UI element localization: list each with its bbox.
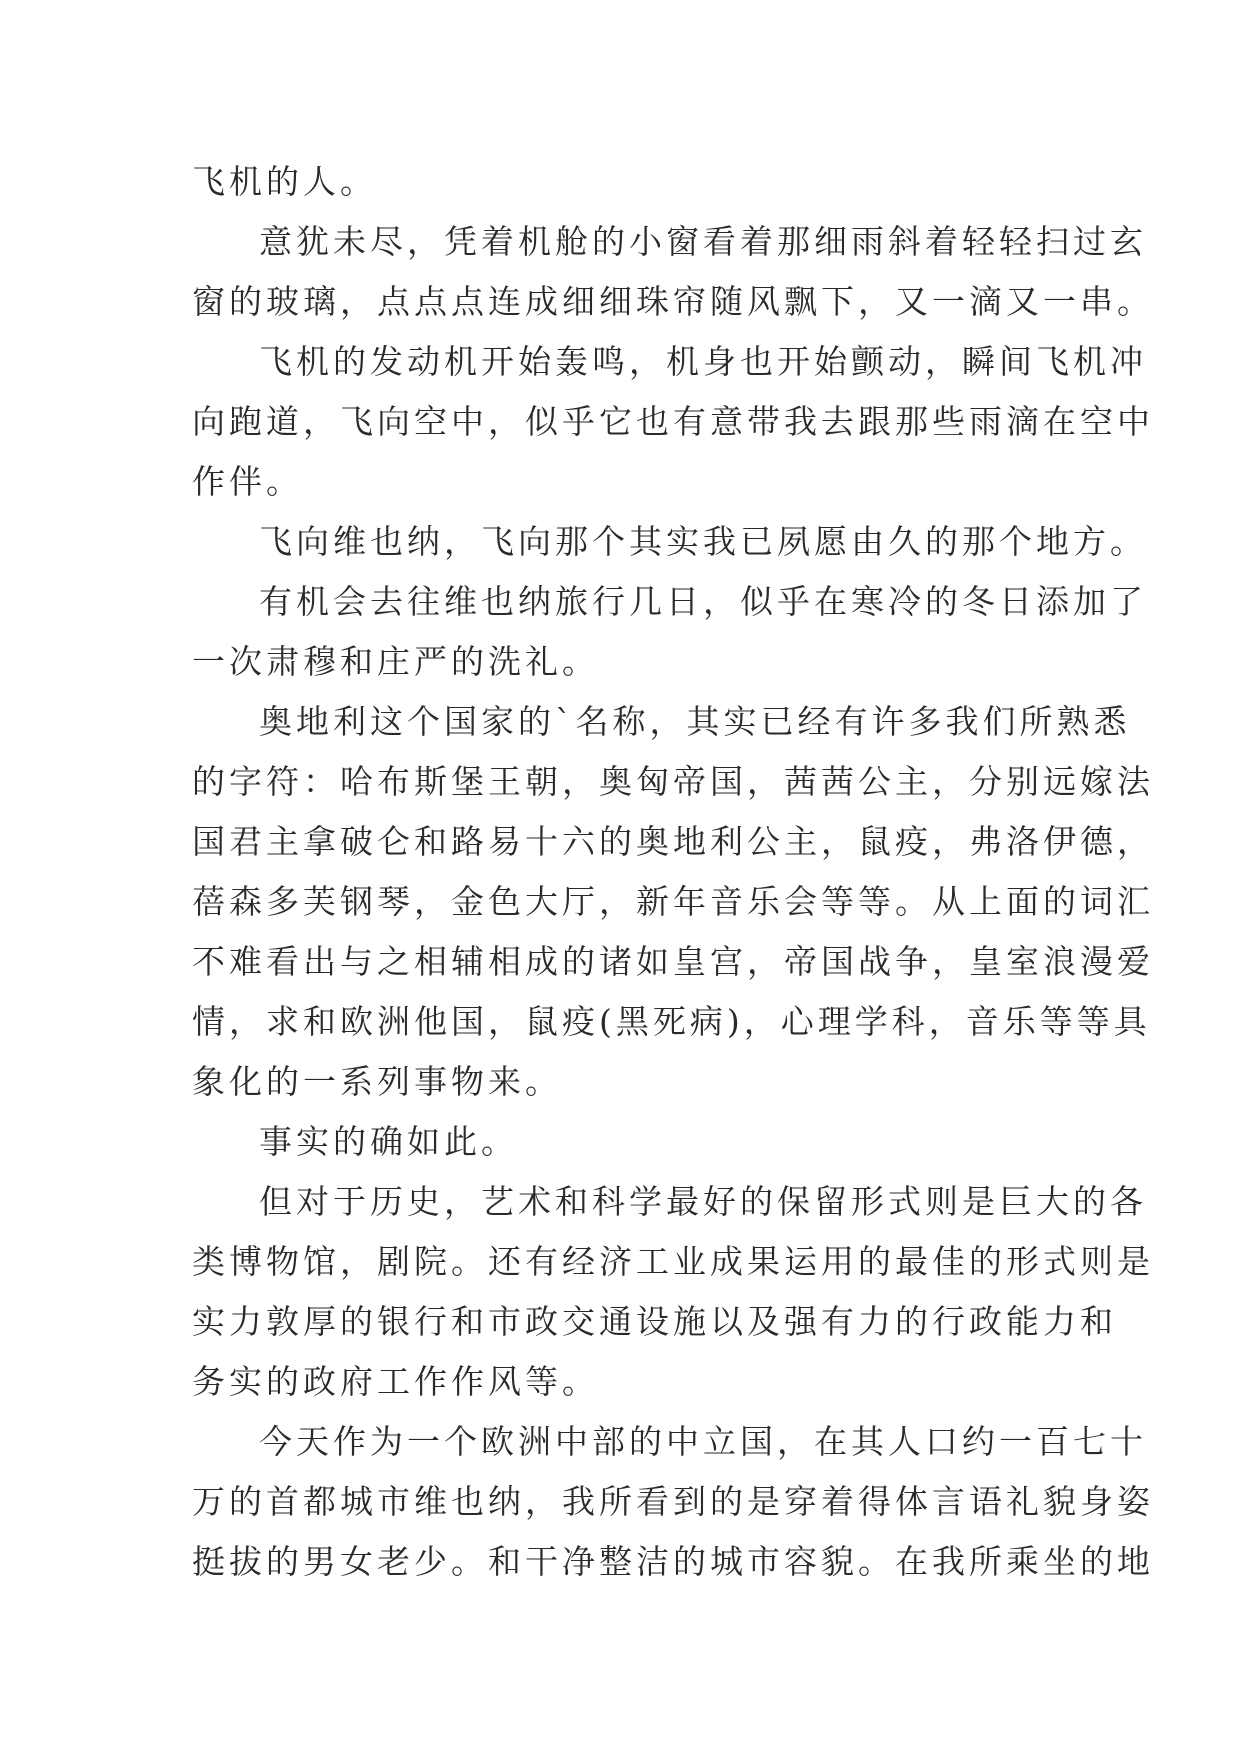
text-line: 但对于历史，艺术和科学最好的保留形式则是巨大的各 bbox=[259, 1182, 1147, 1221]
text-line: 的字符：哈布斯堡王朝，奥匈帝国，茜茜公主，分别远嫁法 bbox=[192, 762, 1154, 801]
text-line: 不难看出与之相辅相成的诸如皇宫，帝国战争，皇室浪漫爱 bbox=[192, 942, 1154, 981]
text-line: 情，求和欧洲他国，鼠疫(黑死病)，心理学科，音乐等等具 bbox=[192, 1002, 1151, 1041]
text-line: 飞机的发动机开始轰鸣，机身也开始颤动，瞬间飞机冲 bbox=[259, 342, 1147, 381]
text-line: 飞机的人。 bbox=[192, 162, 377, 201]
text-line: 有机会去往维也纳旅行几日，似乎在寒冷的冬日添加了 bbox=[259, 582, 1147, 621]
text-line: 象化的一系列事物来。 bbox=[192, 1062, 562, 1101]
text-line: 务实的政府工作作风等。 bbox=[192, 1362, 599, 1401]
text-line: 国君主拿破仑和路易十六的奥地利公主，鼠疫，弗洛伊德， bbox=[192, 822, 1154, 861]
text-line: 奥地利这个国家的`名称，其实已经有许多我们所熟悉 bbox=[259, 702, 1131, 741]
text-line: 挺拔的男女老少。和干净整洁的城市容貌。在我所乘坐的地 bbox=[192, 1542, 1154, 1581]
text-line: 实力敦厚的银行和市政交通设施以及强有力的行政能力和 bbox=[192, 1302, 1117, 1341]
text-line: 事实的确如此。 bbox=[259, 1122, 518, 1161]
text-line: 今天作为一个欧洲中部的中立国，在其人口约一百七十 bbox=[259, 1422, 1147, 1461]
text-line: 向跑道，飞向空中，似乎它也有意带我去跟那些雨滴在空中 bbox=[192, 402, 1154, 441]
text-line: 类博物馆，剧院。还有经济工业成果运用的最佳的形式则是 bbox=[192, 1242, 1154, 1281]
text-line: 飞向维也纳，飞向那个其实我已夙愿由久的那个地方。 bbox=[259, 522, 1147, 561]
text-line: 作伴。 bbox=[192, 462, 303, 501]
text-line: 一次肃穆和庄严的洗礼。 bbox=[192, 642, 599, 681]
text-line: 意犹未尽，凭着机舱的小窗看着那细雨斜着轻轻扫过玄 bbox=[259, 222, 1147, 261]
body-text bbox=[192, 152, 1154, 1592]
text-line: 窗的玻璃，点点点连成细细珠帘随风飘下，又一滴又一串。 bbox=[192, 282, 1154, 321]
text-line: 万的首都城市维也纳，我所看到的是穿着得体言语礼貌身姿 bbox=[192, 1482, 1154, 1521]
text-line: 蓓森多芙钢琴，金色大厅，新年音乐会等等。从上面的词汇 bbox=[192, 882, 1154, 921]
